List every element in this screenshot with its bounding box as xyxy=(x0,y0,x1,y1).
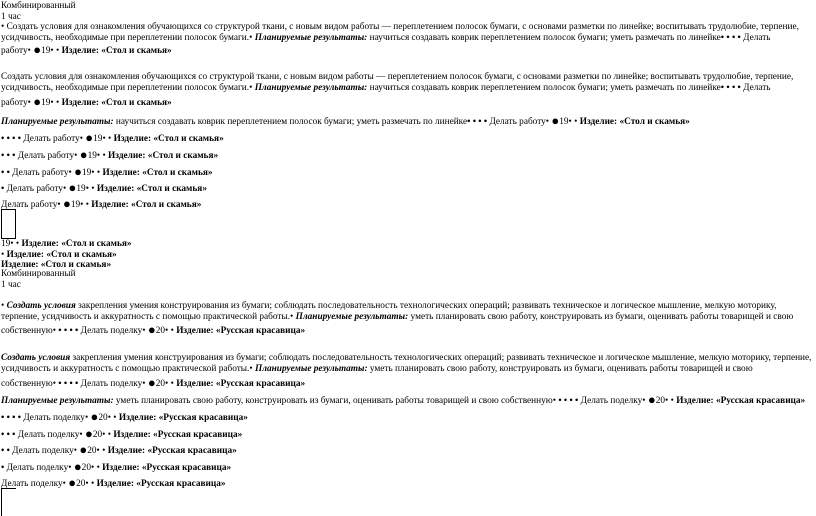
goal-paragraph-3-end: собственную• • • • • Делать поделку• ●20• • Изделие: «Русская красавица» xyxy=(1,322,306,337)
results-line-1: Планируемые результаты: научиться создавать коврик переплетением полосок бумаги; уметь размечать по линейке• • • • Делать работу• ●19• • Изделие: «Стол и скамья» xyxy=(1,113,690,128)
goal-paragraph-1: • Создать условия для ознакомления обучающихся со структурой ткани, с новым видом работы — переплетением полосок бумаги, с основами разметки по линейке; воспитывать трудолюбие, терпение, усидчивость, необходимые при переплетении полосок бумаги.• Планируемые результаты: научиться создавать коврик переплетением полосок бумаги; уметь размечать по линейке• • • • Делать xyxy=(1,22,799,43)
results-line-9: • • • Делать поделку• ●20• • Изделие: «Русская красавица» xyxy=(1,426,243,441)
lesson-type: Комбинированный xyxy=(1,1,76,11)
results-line-12: Делать поделку• ●20• • Изделие: «Русская красавица» xyxy=(1,475,226,490)
lesson-type-2: Комбинированный xyxy=(1,269,76,279)
goal-paragraph-4-end: собственную• • • • • Делать поделку• ●20• • Изделие: «Русская красавица» xyxy=(1,375,306,390)
results-line-2: • • • • Делать работу• ●19• • Изделие: «Стол и скамья» xyxy=(1,130,224,145)
goal-paragraph-2: Создать условия для ознакомления обучающихся со структурой ткани, с новым видом работы — переплетением полосок бумаги, с основами разметки по линейке; воспитывать трудолюбие, терпение, усидчивость, необходимые при переплетении полосок бумаги.• Планируемые результаты: научиться создавать коврик переплетением полосок бумаги; уметь размечать по линейке• • • • Делать xyxy=(1,72,794,93)
goal-paragraph-2-end: работу• ●19• • Изделие: «Стол и скамья» xyxy=(1,94,172,109)
tail-line-3: Изделие: «Стол и скамья» xyxy=(1,260,112,270)
empty-frame-2 xyxy=(1,488,16,516)
goal-paragraph-3: • Создать условия закрепления умения конструирования из бумаги; соблюдать последовательность технологических операций; развивать техническое и логическое мышление, мелкую моторику, терпение, усидчивость и аккуратность с помощью практической работы.• Планируемые результаты: уметь планировать свою работу, конструировать из бумаги, оценивать работы товарищей и свою xyxy=(1,301,794,322)
results-line-8: • • • • Делать поделку• ●20• • Изделие: «Русская красавица» xyxy=(1,409,248,424)
goal-paragraph-1-end: работу• ●19• • Изделие: «Стол и скамья» xyxy=(1,42,172,57)
results-line-10: • • Делать поделку• ●20• • Изделие: «Русская красавица» xyxy=(1,442,237,457)
results-line-6: Делать работу• ●19• • Изделие: «Стол и скамья» xyxy=(1,196,202,211)
results-line-11: • Делать поделку• ●20• • Изделие: «Русская красавица» xyxy=(1,459,232,474)
tail-line-1: 19• • Изделие: «Стол и скамья» xyxy=(1,239,132,249)
empty-frame-1 xyxy=(1,209,16,239)
results-line-4: • • Делать работу• ●19• • Изделие: «Стол и скамья» xyxy=(1,164,213,179)
results-line-5: • Делать работу• ●19• • Изделие: «Стол и скамья» xyxy=(1,180,207,195)
lesson-duration-2: 1 час xyxy=(1,280,21,290)
tail-line-2: • Изделие: «Стол и скамья» xyxy=(1,250,117,260)
lesson-duration: 1 час xyxy=(1,12,21,22)
results-line-3: • • • Делать работу• ●19• • Изделие: «Стол и скамья» xyxy=(1,147,219,162)
results-line-7: Планируемые результаты: уметь планировать свою работу, конструировать из бумаги, оценивать работы товарищей и свою собственную• • • • • Делать поделку• ●20• • Изделие: «Русская красавица» xyxy=(1,392,806,407)
goal-paragraph-4: Создать условия закрепления умения конструирования из бумаги; соблюдать последовательность технологических операций; развивать техническое и логическое мышление, мелкую моторику, терпение, усидчивость и аккуратность с помощью практической работы.• Планируемые результаты: уметь планировать свою работу, конструировать из бумаги, оценивать работы товарищей и свою xyxy=(1,353,812,374)
